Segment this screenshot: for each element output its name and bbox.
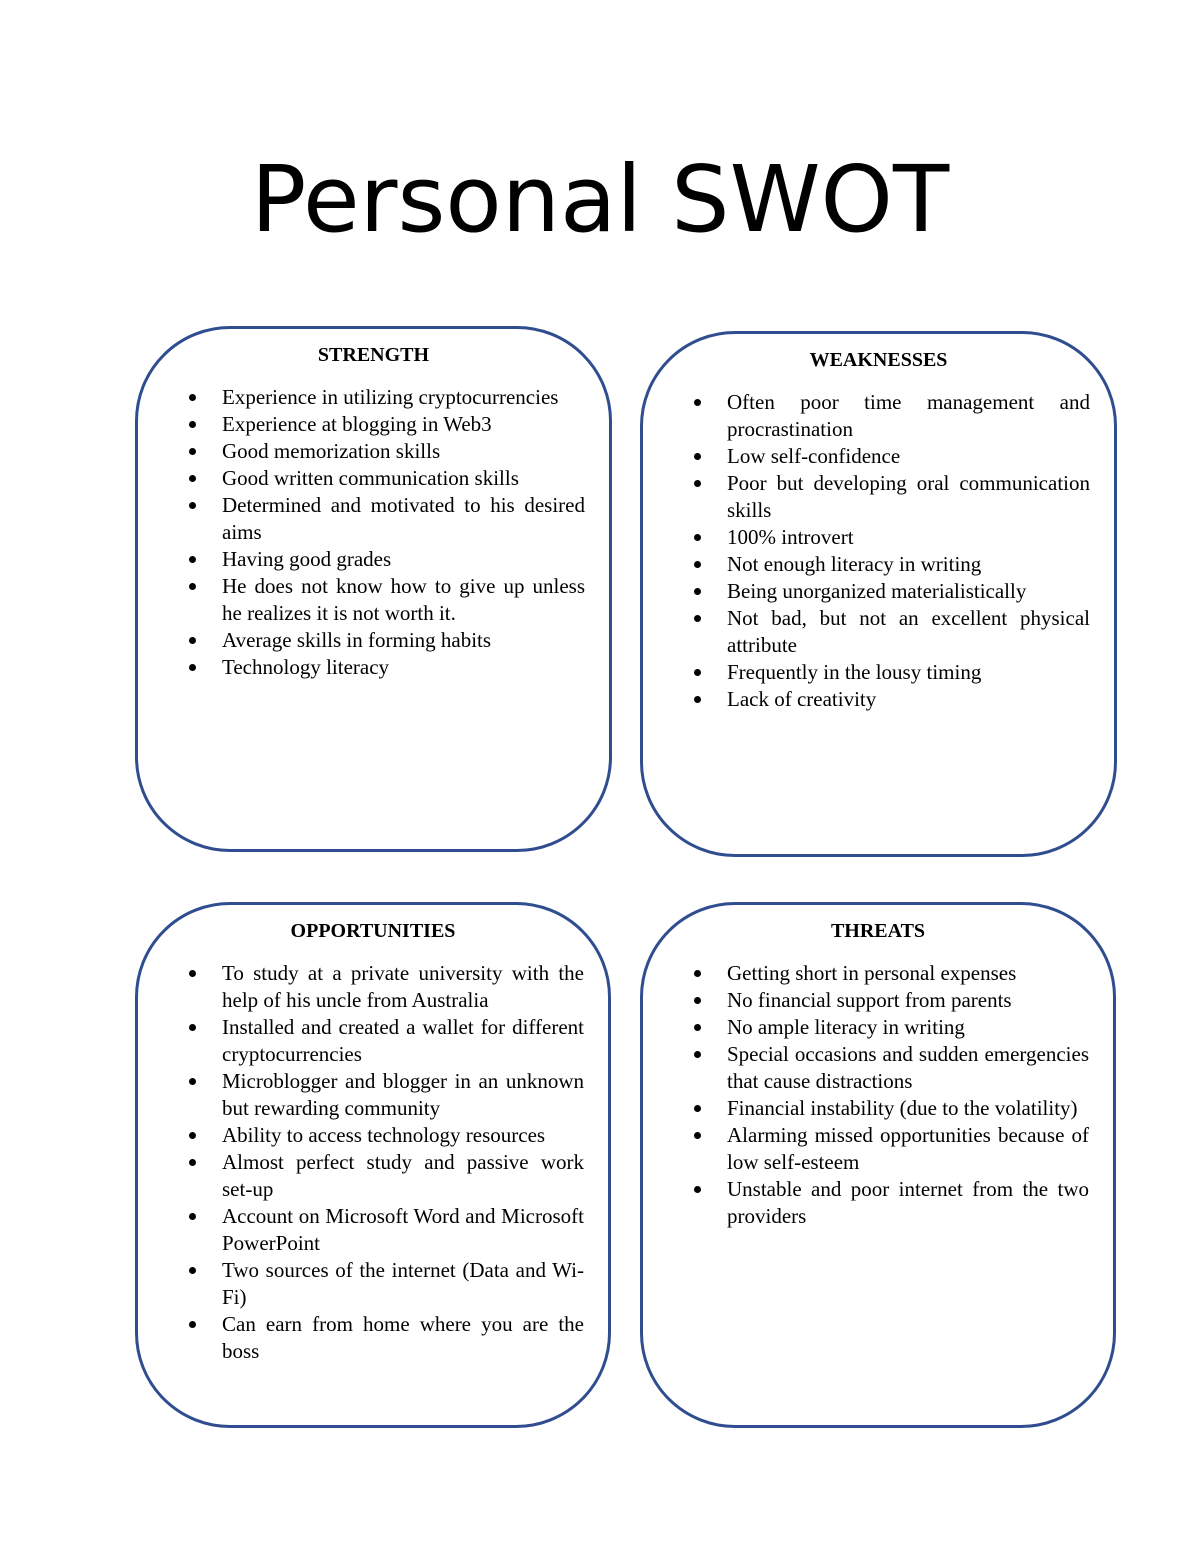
page-title: Personal SWOT	[250, 146, 950, 253]
list-item: Low self-confidence	[727, 443, 1090, 470]
list-item: Having good grades	[222, 546, 585, 573]
opportunities-box	[135, 902, 611, 1428]
list-item: Average skills in forming habits	[222, 627, 585, 654]
list-item: Lack of creativity	[727, 686, 1090, 713]
list-item: Alarming missed opportunities because of low self-esteem	[727, 1123, 1089, 1174]
list-item: No financial support from parents	[727, 987, 1089, 1014]
strength-heading: STRENGTH	[317, 344, 430, 366]
weaknesses-list	[655, 389, 1102, 713]
list-item: Experience in utilizing cryptocurrencies	[222, 384, 585, 411]
list-item: Financial instability (due to the volatility)	[727, 1095, 1089, 1122]
list-item: Technology literacy	[222, 654, 585, 681]
list-item: Frequently in the lousy timing	[727, 659, 1090, 686]
weaknesses-heading: WEAKNESSES	[809, 349, 948, 371]
list-item: Not bad, but not an excellent physical attribute	[727, 606, 1090, 657]
threats-box	[640, 902, 1116, 1428]
list-item: Determined and motivated to his desired aims	[222, 493, 585, 544]
opportunities-heading: OPPORTUNITIES	[290, 920, 456, 942]
weaknesses-box	[640, 331, 1117, 857]
strength-list	[150, 384, 597, 681]
threats-heading: THREATS	[830, 920, 926, 942]
list-item: Good written communication skills	[222, 465, 585, 492]
list-item: Experience at blogging in Web3	[222, 411, 585, 438]
list-item: Unstable and poor internet from the two providers	[727, 1177, 1089, 1228]
list-item: He does not know how to give up unless he realizes it is not worth it.	[222, 574, 585, 625]
list-item: Special occasions and sudden emergencies that cause distractions	[727, 1042, 1089, 1093]
list-item: Microblogger and blogger in an unknown but rewarding community	[222, 1069, 584, 1120]
list-item: Two sources of the internet (Data and Wi-Fi)	[222, 1258, 584, 1309]
list-item: Can earn from home where you are the boss	[222, 1312, 584, 1363]
list-item: Often poor time management and procrastination	[727, 390, 1090, 441]
list-item: Installed and created a wallet for different cryptocurrencies	[222, 1015, 584, 1066]
list-item: Poor but developing oral communication skills	[727, 471, 1090, 522]
list-item: Being unorganized materialistically	[727, 578, 1090, 605]
strength-box	[135, 326, 612, 852]
list-item: Getting short in personal expenses	[727, 960, 1089, 987]
opportunities-list	[150, 960, 596, 1365]
list-item: 100% introvert	[727, 524, 1090, 551]
list-item: Good memorization skills	[222, 438, 585, 465]
list-item: No ample literacy in writing	[727, 1014, 1089, 1041]
list-item: To study at a private university with the help of his uncle from Australia	[222, 961, 584, 1012]
list-item: Account on Microsoft Word and Microsoft PowerPoint	[222, 1204, 584, 1255]
list-item: Ability to access technology resources	[222, 1122, 584, 1149]
threats-list	[655, 960, 1101, 1230]
list-item: Almost perfect study and passive work set-up	[222, 1150, 584, 1201]
list-item: Not enough literacy in writing	[727, 551, 1090, 578]
